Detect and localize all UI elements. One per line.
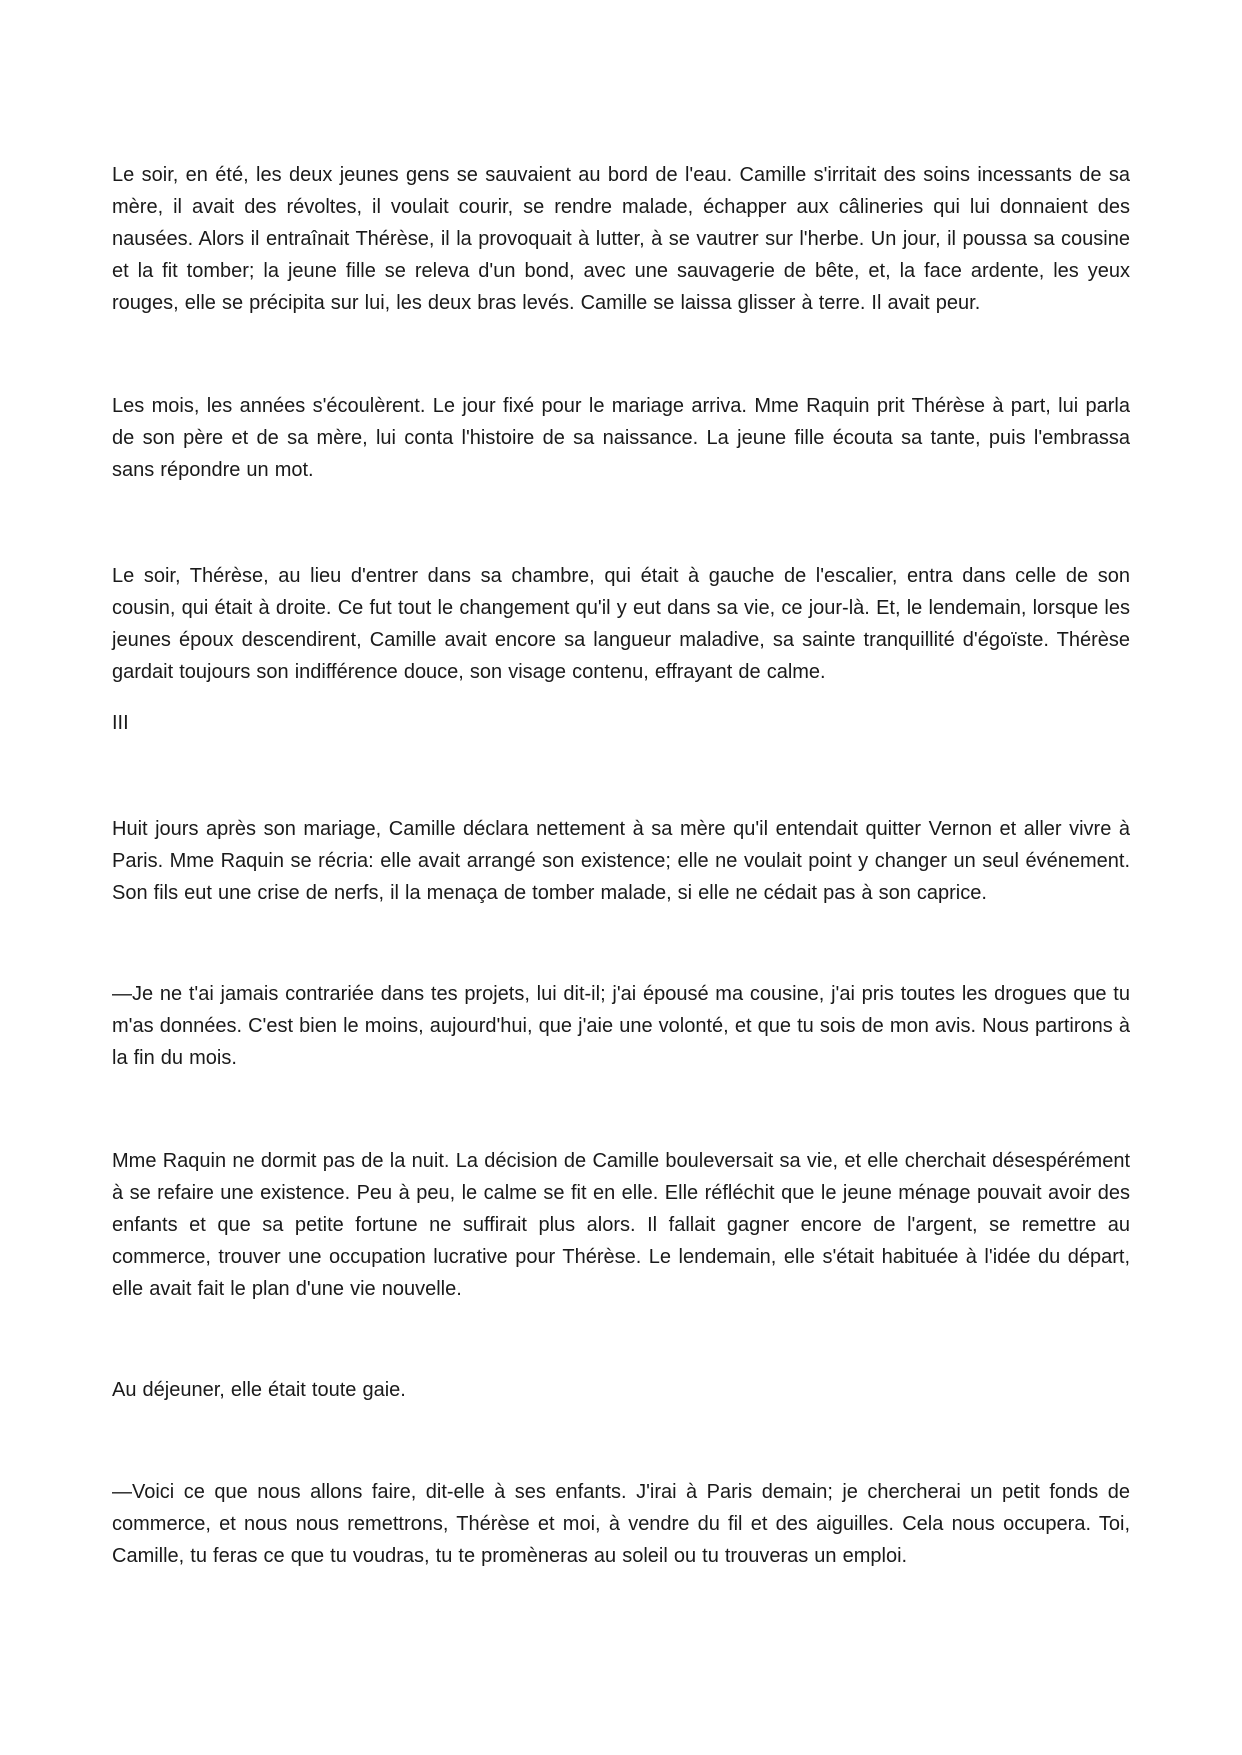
paragraph-dialogue-camille: —Je ne t'ai jamais contrariée dans tes projets, lui dit-il; j'ai épousé ma cousine, j'ai pris toutes les drogues que tu m'as données. C'est bien le moins, aujourd'hui, que j'aie une volonté, et que tu sois de mon avis. Nous partirons à la fin du mois. xyxy=(112,983,1130,1069)
paragraph-bord-de-l-eau: Le soir, en été, les deux jeunes gens se sauvaient au bord de l'eau. Camille s'irritait des soins incessants de sa mère, il avait des révoltes, il voulait courir, se rendre malade, échapper aux câlineries qui lui donnaient des nausées. Alors il entraînait Thérèse, il la provoquait à lutter, à se vautrer sur l'herbe. Un jour, il poussa sa cousine et la fit tomber; la jeune fille se releva d'un bond, avec une sauvagerie de bête, et, la face ardente, les yeux rouges, elle se précipita sur lui, les deux bras levés. Camille se laissa glisser à terre. Il avait peur. xyxy=(112,164,1130,314)
paragraph-depart-paris: Huit jours après son mariage, Camille déclara nettement à sa mère qu'il entendait quitter Vernon et aller vivre à Paris. Mme Raquin se récria: elle avait arrangé son existence; elle ne voulait point y changer un seul événement. Son fils eut une crise de nerfs, il la menaça de tomber malade, si elle ne cédait pas à son caprice. xyxy=(112,818,1130,904)
paragraph-dialogue-mme-raquin: —Voici ce que nous allons faire, dit-elle à ses enfants. J'irai à Paris demain; je chercherai un petit fonds de commerce, et nous nous remettrons, Thérèse et moi, à vendre du fil et des aiguilles. Cela nous occupera. Toi, Camille, tu feras ce que tu voudras, tu te promèneras au soleil ou tu trouveras un emploi. xyxy=(112,1481,1130,1567)
paragraph-nuit-mme-raquin: Mme Raquin ne dormit pas de la nuit. La décision de Camille bouleversait sa vie, et elle cherchait désespérément à se refaire une existence. Peu à peu, le calme se fit en elle. Elle réfléchit que le jeune ménage pouvait avoir des enfants et que sa petite fortune ne suffirait plus alors. Il fallait gagner encore de l'argent, se remettre au commerce, trouver une occupation lucrative pour Thérèse. Le lendemain, elle s'était habituée à l'idée du départ, elle avait fait le plan d'une vie nouvelle. xyxy=(112,1150,1130,1300)
paragraph-dejeuner: Au déjeuner, elle était toute gaie. xyxy=(112,1379,406,1401)
paragraph-nuit-de-noces: Le soir, Thérèse, au lieu d'entrer dans sa chambre, qui était à gauche de l'escalier, entra dans celle de son cousin, qui était à droite. Ce fut tout le changement qu'il y eut dans sa vie, ce jour-là. Et, le lendemain, lorsque les jeunes époux descendirent, Camille avait encore sa langueur maladive, sa sainte tranquillité d'égoïste. Thérèse gardait toujours son indifférence douce, son visage contenu, effrayant de calme. xyxy=(112,565,1130,683)
paragraph-mariage: Les mois, les années s'écoulèrent. Le jour fixé pour le mariage arriva. Mme Raquin prit Thérèse à part, lui parla de son père et de sa mère, lui conta l'histoire de sa naissance. La jeune fille écouta sa tante, puis l'embrassa sans répondre un mot. xyxy=(112,395,1130,481)
chapter-heading: III xyxy=(112,712,129,734)
